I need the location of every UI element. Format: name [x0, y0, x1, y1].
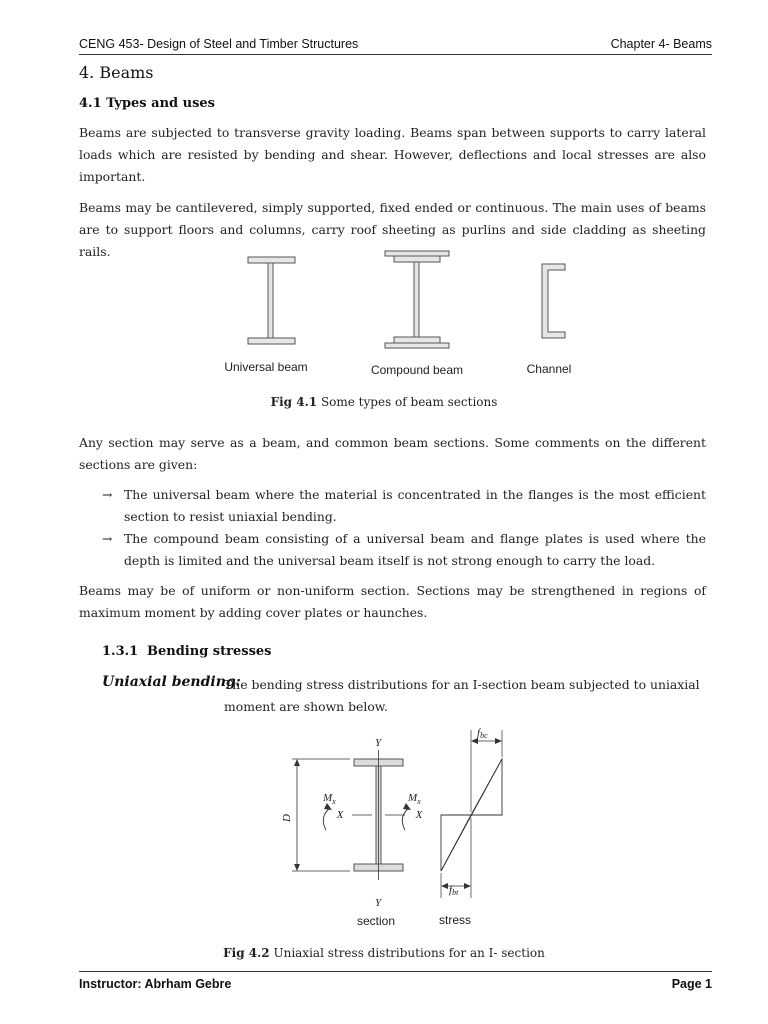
- label-fbt: fbt: [449, 884, 459, 897]
- arrow-icon: →: [102, 487, 113, 502]
- figure-2-number: Fig 4.2: [223, 946, 270, 960]
- label-y-bottom: Y: [374, 897, 382, 909]
- moment-arrow-right-icon: [402, 808, 409, 830]
- subsection-title: 4.1 Types and uses: [79, 96, 215, 111]
- fbt-arrow-left: [441, 883, 448, 889]
- label-fbc: fbc: [477, 727, 488, 740]
- label-mx-left: $M_x$: [323, 792, 336, 806]
- header-course: CENG 453- Design of Steel and Timber Structures: [79, 37, 359, 51]
- label-stress: stress: [438, 913, 472, 927]
- figure-1-text: Some types of beam sections: [317, 395, 498, 409]
- subsubsection-name: Bending stresses: [147, 644, 272, 659]
- label-x-right: X: [415, 809, 423, 821]
- label-mx-right: $M_x$: [408, 792, 421, 806]
- list-item-text: The universal beam where the material is concentrated in the flanges is the most efficient section to resist uniaxial bending.: [124, 487, 706, 524]
- subsubsection-number: 1.3.1: [102, 644, 139, 659]
- fbc-arrow-right: [495, 738, 502, 744]
- label-x-left: X: [336, 809, 344, 821]
- footer-instructor: Instructor: Abrham Gebre: [79, 977, 232, 991]
- paragraph-3: Any section may serve as a beam, and common beam sections. Some comments on the different sections are given:: [79, 435, 706, 472]
- label-channel: Channel: [526, 362, 572, 376]
- dim-arrow-down: [294, 864, 300, 871]
- paragraph-4: Beams may be of uniform or non-uniform section. Sections may be strengthened in regions of maximum moment by adding cover plates or haunches.: [79, 583, 706, 620]
- figure-2-caption: [0, 946, 768, 960]
- page-footer: [79, 971, 712, 991]
- dim-arrow-up: [294, 759, 300, 766]
- header-chapter: Chapter 4- Beams: [610, 37, 712, 51]
- figure-1-number: Fig 4.1: [270, 395, 318, 409]
- moment-arrowhead-left: [324, 803, 332, 810]
- label-universal-beam: Universal beam: [224, 360, 308, 374]
- footer-page-number: Page 1: [671, 977, 712, 991]
- paragraph-1: Beams are subjected to transverse gravity loading. Beams span between supports to carry lateral loads which are resisted by bending and shear. However, deflections and local stresses are also important.: [79, 125, 706, 184]
- uniaxial-text: The bending stress distributions for an I-section beam subjected to uniaxial moment are shown below.: [224, 677, 700, 714]
- label-y-top: Y: [374, 737, 382, 749]
- paragraph-2: Beams may be cantilevered, simply supported, fixed ended or continuous. The main uses of beams are to support floors and columns, carry roof sheeting as purlins and side cladding as sheeting rails.: [79, 200, 706, 259]
- moment-arrowhead-right: [403, 803, 411, 810]
- label-d: D: [281, 814, 293, 822]
- figure-2-text: Uniaxial stress distributions for an I- section: [269, 946, 545, 960]
- section-title: 4. Beams: [79, 63, 154, 82]
- fbt-arrow-right: [464, 883, 471, 889]
- list-item-text: The compound beam consisting of a universal beam and flange plates is used where the depth is limited and the universal beam itself is not strong enough to carry the load.: [124, 531, 706, 568]
- label-compound-beam: Compound beam: [370, 363, 464, 377]
- arrow-icon: →: [102, 531, 113, 546]
- label-section: section: [356, 914, 396, 928]
- uniaxial-label: Uniaxial bending:: [102, 674, 241, 690]
- moment-arrow-left-icon: [323, 808, 330, 830]
